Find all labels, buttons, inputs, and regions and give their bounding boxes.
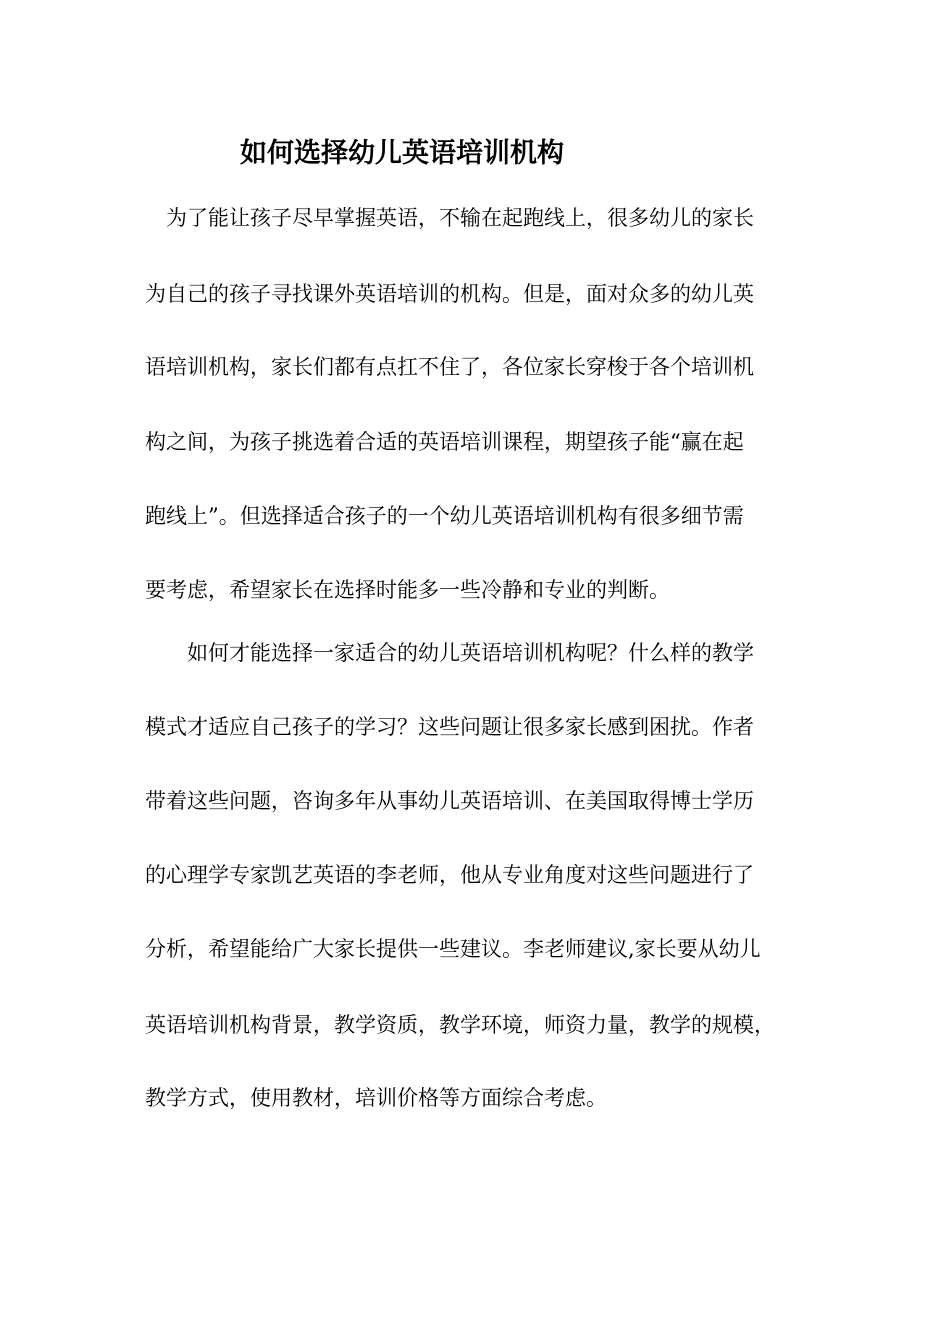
- paragraph-2-line-6: 英语培训机构背景，教学资质，教学环境，师资力量，教学的规模，: [145, 1013, 775, 1037]
- paragraph-1-line-6: 要考虑，希望家长在选择时能多一些冷静和专业的判断。: [145, 578, 670, 602]
- paragraph-1-line-2: 为自己的孩子寻找课外英语培训的机构。但是，面对众多的幼儿英: [145, 282, 754, 306]
- paragraph-1-line-4: 构之间，为孩子挑选着合适的英语培训课程，期望孩子能“赢在起: [145, 430, 744, 454]
- paragraph-2-line-5: 分析，希望能给广大家长提供一些建议。李老师建议,家长要从幼儿: [145, 937, 761, 961]
- paragraph-2-line-4: 的心理学专家凯艺英语的李老师，他从专业角度对这些问题进行了: [145, 863, 754, 887]
- document-title: 如何选择幼儿英语培训机构: [240, 138, 564, 169]
- paragraph-1-line-5: 跑线上”。但选择适合孩子的一个幼儿英语培训机构有很多细节需: [145, 504, 744, 528]
- paragraph-2-line-2: 模式才适应自己孩子的学习？这些问题让很多家长感到困扰。作者: [145, 715, 754, 739]
- paragraph-2-line-1: 如何才能选择一家适合的幼儿英语培训机构呢？什么样的教学: [187, 641, 754, 665]
- paragraph-1-line-1: 为了能让孩子尽早掌握英语，不输在起跑线上，很多幼儿的家长: [166, 206, 754, 230]
- paragraph-1-line-3: 语培训机构，家长们都有点扛不住了，各位家长穿梭于各个培训机: [145, 355, 754, 379]
- paragraph-2-line-3: 带着这些问题，咨询多年从事幼儿英语培训、在美国取得博士学历: [145, 789, 754, 813]
- paragraph-2-line-7: 教学方式，使用教材，培训价格等方面综合考虑。: [145, 1086, 607, 1110]
